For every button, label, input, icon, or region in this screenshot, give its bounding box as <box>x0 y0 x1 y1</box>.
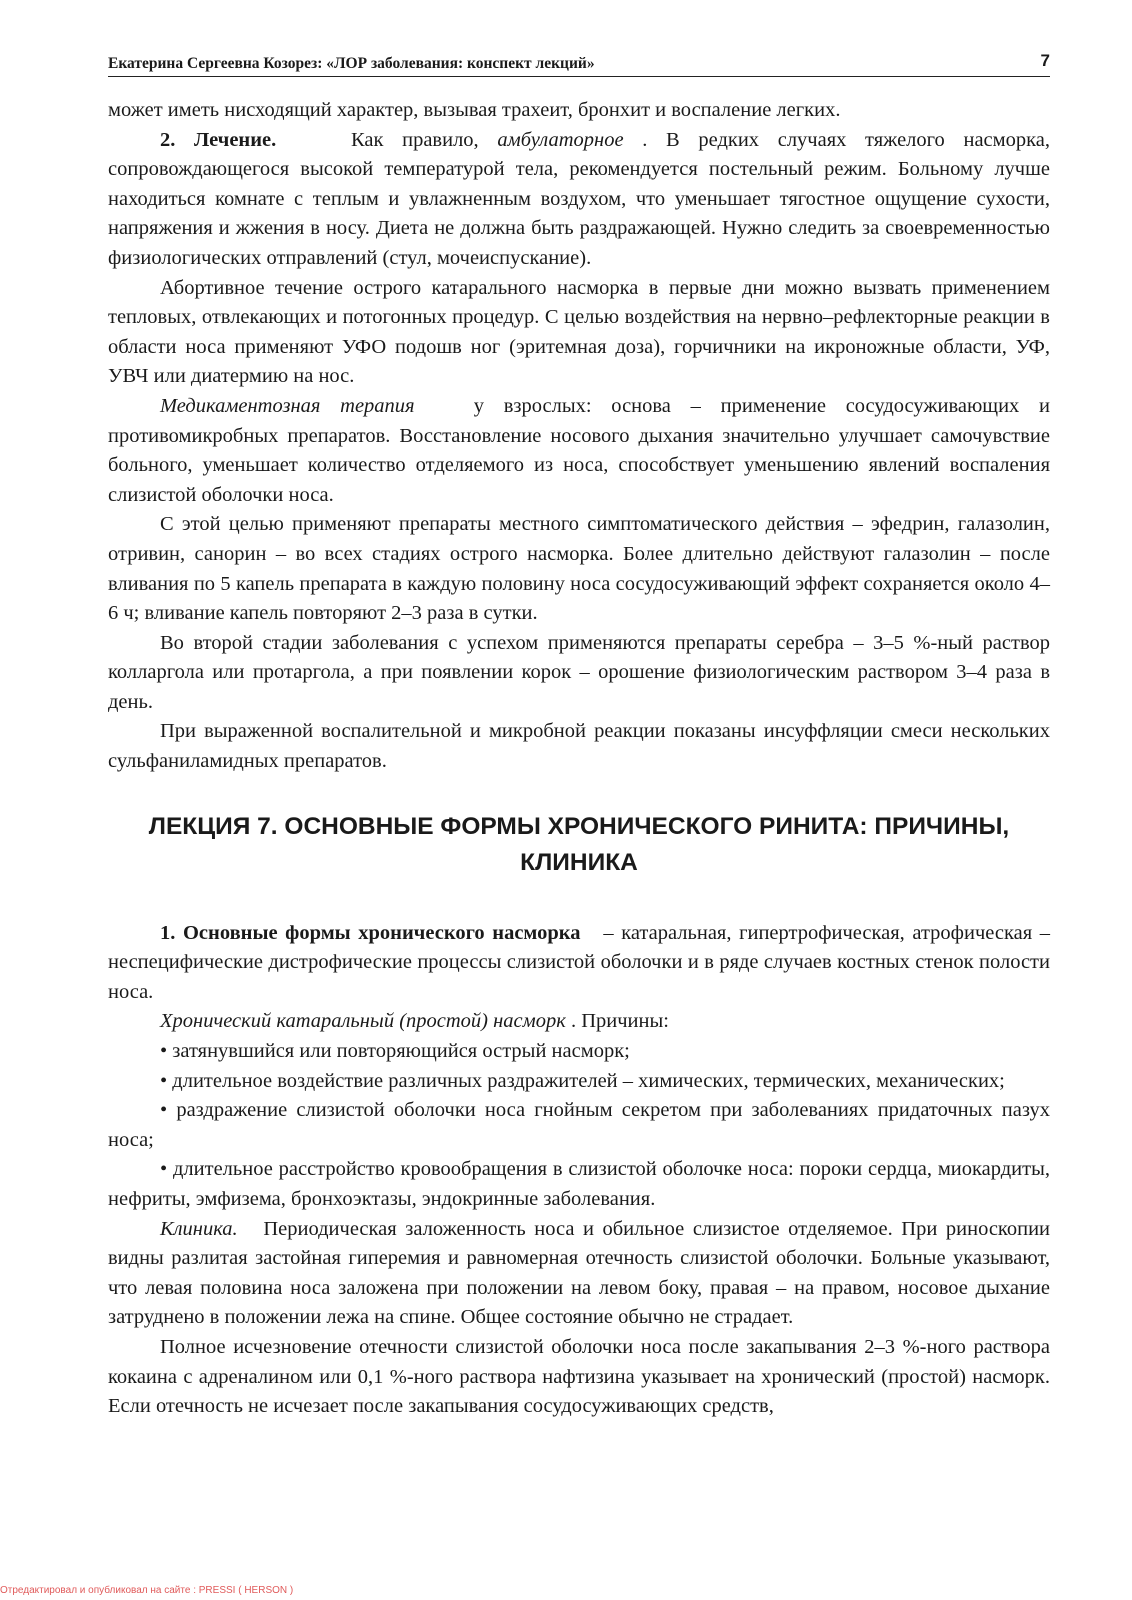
paragraph-continuation: может иметь нисходящий характер, вызывая трахеит, бронхит и воспаление легких. <box>108 99 841 121</box>
cause-item: • длительное воздействие различных раздражителей – химических, термических, механических; <box>160 1069 1005 1092</box>
forms-rest: – катаральная, гипертрофическая, атрофическая – неспецифические дистрофические процессы слизистой оболочки и в ряде случаев костных стенок полости носа. <box>108 921 1050 1003</box>
paragraph-drug-therapy <box>108 392 1050 510</box>
header-title: Екатерина Сергеевна Козорез: «ЛОР заболевания: конспект лекций» <box>108 55 595 72</box>
clinic-italic: Клиника. <box>160 1217 238 1240</box>
page-number: 7 <box>1040 51 1050 70</box>
cause-item: • раздражение слизистой оболочки носа гнойным секретом при заболеваниях придаточных пазух носа; <box>108 1099 1050 1151</box>
cause-item: • длительное расстройство кровообращения в слизистой оболочке носа: пороки сердца, миокардиты, нефриты, эмфизема, бронхоэктазы, эндокринные заболевания. <box>108 1158 1050 1210</box>
paragraph-local-drugs: С этой целью применяют препараты местного симптоматического действия – эфедрин, галазолин, отривин, санорин – во всех стадиях острого насморка. Более длительно действуют галазолин – после вливания по 5 капель препарата в каждую половину носа сосудосуживающий эффект сохраняется около 4–6 ч; вливание капель повторяют 2–3 раза в сутки. <box>108 513 1050 625</box>
running-header <box>108 52 1050 77</box>
clinic-rest: Периодическая заложенность носа и обильное слизистое отделяемое. При риноскопии видны разлитая застойная гиперемия и равномерная отечность слизистой оболочки. Больные указывают, что левая половина носа заложена при положении на левом боку, правая – на правом, носовое дыхание затруднено в положении лежа на спине. Общее состояние обычно не страдает. <box>108 1217 1051 1329</box>
lecture-title: ЛЕКЦИЯ 7. ОСНОВНЫЕ ФОРМЫ ХРОНИЧЕСКОГО РИНИТА: ПРИЧИНЫ, КЛИНИКА <box>148 812 1010 876</box>
catarrhal-italic: Хронический катаральный (простой) насморк <box>160 1010 566 1033</box>
paragraph-insufflation: При выраженной воспалительной и микробной реакции показаны инсуффляции смеси нескольких сульфаниламидных препаратов. <box>108 720 1050 773</box>
catarrhal-rest: . Причины: <box>570 1010 669 1033</box>
drug-therapy-italic: Медикаментозная терапия <box>160 394 415 417</box>
paragraph-disappearance: Полное исчезновение отечности слизистой оболочки носа после закапывания 2–3 %-ного раствора кокаина с адреналином или 0,1 %-ного раствора нафтизина указывает на хронический (простой) насморк. Если отечность не исчезает после закапывания сосудосуживающих средств, <box>108 1335 1050 1418</box>
treatment-heading: 2. Лечение. <box>160 128 277 151</box>
treatment-italic: амбулаторное <box>497 128 624 151</box>
paragraph-second-stage: Во второй стадии заболевания с успехом применяются препараты серебра – 3–5 %-ный раствор колларгола или протаргола, а при появлении корок – орошение физиологическим раствором 3–4 раза в день. <box>108 631 1050 713</box>
paragraph-treatment <box>108 126 1050 274</box>
paragraph-clinic <box>108 1215 1050 1333</box>
treatment-pre: Как правило, <box>350 128 479 151</box>
treatment-rest: . В редких случаях тяжелого насморка, сопровождающегося высокой температурой тела, рекомендуется постельный режим. Больному лучше находиться комнате с теплым и увлажненным воздухом, что уменьшает тягостное ощущение сухости, напряжения и жжения в носу. Диета не должна быть раздражающей. Нужно следить за своевременностью физиологических отправлений (стул, мочеиспускание). <box>108 128 1050 269</box>
drug-therapy-rest: у взрослых: основа – применение сосудосуживающих и противомикробных препаратов. Восстановление носового дыхания значительно улучшает самочувствие больного, уменьшает количество отделяемого из носа, способствует уменьшению явлений воспаления слизистой оболочки носа. <box>108 394 1051 506</box>
footer-credit: Отредактировал и опубликовал на сайте : PRESSI ( HERSON ) <box>0 1585 294 1596</box>
forms-heading: 1. Основные формы хронического насморка <box>160 921 581 944</box>
paragraph-abortive: Абортивное течение острого катарального насморка в первые дни можно вызвать применением тепловых, отвлекающих и потогонных процедур. С целью воздействия на нервно–рефлекторные реакции в области носа применяют УФО подошв ног (эритемная доза), горчичники на икроножные области, УФ, УВЧ или диатермию на нос. <box>108 276 1050 388</box>
cause-item: • затянувшийся или повторяющийся острый насморк; <box>160 1040 630 1063</box>
paragraph-forms <box>108 919 1050 1008</box>
paragraph-catarrhal <box>108 1007 1050 1037</box>
page-body <box>108 96 1050 1422</box>
